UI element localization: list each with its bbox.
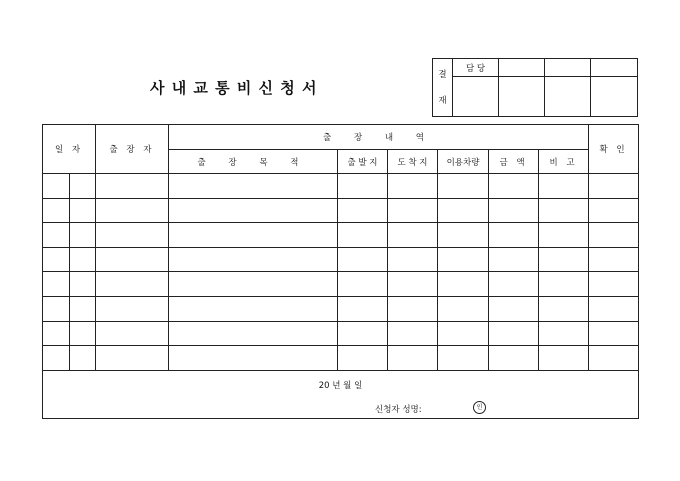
arrival-cell[interactable]	[388, 247, 438, 272]
table-row	[43, 296, 639, 321]
table-row	[43, 346, 639, 371]
header-traveler: 출 장 자	[96, 125, 169, 174]
vehicle-cell[interactable]	[438, 296, 489, 321]
confirm-cell[interactable]	[589, 174, 639, 199]
amount-cell[interactable]	[489, 198, 539, 223]
confirm-cell[interactable]	[589, 321, 639, 346]
header-vehicle: 이용차량	[438, 150, 489, 174]
departure-cell[interactable]	[338, 174, 388, 199]
footer-cell	[43, 370, 639, 418]
arrival-cell[interactable]	[388, 272, 438, 297]
remarks-cell[interactable]	[539, 321, 589, 346]
traveler-cell[interactable]	[96, 296, 169, 321]
approval-header-4	[591, 59, 638, 77]
date-month-cell[interactable]	[43, 272, 70, 297]
date-day-cell[interactable]	[70, 321, 96, 346]
table-row	[43, 272, 639, 297]
header-arrival: 도 착 지	[388, 150, 438, 174]
header-confirm: 확 인	[589, 125, 639, 174]
traveler-cell[interactable]	[96, 346, 169, 371]
arrival-cell[interactable]	[388, 198, 438, 223]
approval-header-2	[499, 59, 545, 77]
date-day-cell[interactable]	[70, 174, 96, 199]
date-day-cell[interactable]	[70, 346, 96, 371]
applicant-label: 신청자 성명:	[375, 404, 422, 415]
purpose-cell[interactable]	[169, 346, 338, 371]
traveler-cell[interactable]	[96, 272, 169, 297]
header-trip-details: 출 장 내 역	[169, 125, 589, 150]
approval-header-3	[545, 59, 591, 77]
departure-cell[interactable]	[338, 223, 388, 248]
expense-table	[42, 124, 639, 419]
remarks-cell[interactable]	[539, 346, 589, 371]
vehicle-cell[interactable]	[438, 174, 489, 199]
vehicle-cell[interactable]	[438, 223, 489, 248]
approval-label-bottom: 재	[438, 95, 447, 106]
date-month-cell[interactable]	[43, 223, 70, 248]
approval-sign-3[interactable]	[545, 77, 591, 117]
header-departure: 출 발 지	[338, 150, 388, 174]
table-row	[43, 321, 639, 346]
approval-sign-4[interactable]	[591, 77, 638, 117]
approval-label-top: 결	[438, 69, 447, 80]
arrival-cell[interactable]	[388, 321, 438, 346]
arrival-cell[interactable]	[388, 346, 438, 371]
date-day-cell[interactable]	[70, 223, 96, 248]
departure-cell[interactable]	[338, 296, 388, 321]
confirm-cell[interactable]	[589, 272, 639, 297]
remarks-cell[interactable]	[539, 296, 589, 321]
departure-cell[interactable]	[338, 321, 388, 346]
header-amount: 금 액	[489, 150, 539, 174]
amount-cell[interactable]	[489, 296, 539, 321]
confirm-cell[interactable]	[589, 198, 639, 223]
table-row	[43, 198, 639, 223]
date-day-cell[interactable]	[70, 198, 96, 223]
remarks-cell[interactable]	[539, 223, 589, 248]
amount-cell[interactable]	[489, 223, 539, 248]
purpose-cell[interactable]	[169, 321, 338, 346]
confirm-cell[interactable]	[589, 247, 639, 272]
date-month-cell[interactable]	[43, 247, 70, 272]
traveler-cell[interactable]	[96, 321, 169, 346]
purpose-cell[interactable]	[169, 198, 338, 223]
confirm-cell[interactable]	[589, 223, 639, 248]
departure-cell[interactable]	[338, 198, 388, 223]
purpose-cell[interactable]	[169, 223, 338, 248]
approval-box	[432, 58, 638, 117]
date-month-cell[interactable]	[43, 346, 70, 371]
date-month-cell[interactable]	[43, 198, 70, 223]
seal-mark: 인	[473, 401, 486, 414]
date-month-cell[interactable]	[43, 174, 70, 199]
amount-cell[interactable]	[489, 272, 539, 297]
approval-header-manager: 담 당	[453, 59, 499, 77]
departure-cell[interactable]	[338, 272, 388, 297]
vehicle-cell[interactable]	[438, 346, 489, 371]
amount-cell[interactable]	[489, 346, 539, 371]
date-day-cell[interactable]	[70, 247, 96, 272]
header-date: 일 자	[43, 125, 96, 174]
arrival-cell[interactable]	[388, 296, 438, 321]
amount-cell[interactable]	[489, 321, 539, 346]
purpose-cell[interactable]	[169, 296, 338, 321]
vehicle-cell[interactable]	[438, 247, 489, 272]
confirm-cell[interactable]	[589, 296, 639, 321]
remarks-cell[interactable]	[539, 198, 589, 223]
remarks-cell[interactable]	[539, 174, 589, 199]
document-title: 사 내 교 통 비 신 청 서	[150, 79, 318, 97]
traveler-cell[interactable]	[96, 174, 169, 199]
table-row	[43, 174, 639, 199]
remarks-cell[interactable]	[539, 247, 589, 272]
departure-cell[interactable]	[338, 247, 388, 272]
arrival-cell[interactable]	[388, 223, 438, 248]
approval-sign-1[interactable]	[453, 77, 499, 117]
arrival-cell[interactable]	[388, 174, 438, 199]
departure-cell[interactable]	[338, 346, 388, 371]
amount-cell[interactable]	[489, 174, 539, 199]
header-remarks: 비 고	[539, 150, 589, 174]
vehicle-cell[interactable]	[438, 272, 489, 297]
amount-cell[interactable]	[489, 247, 539, 272]
purpose-cell[interactable]	[169, 174, 338, 199]
traveler-cell[interactable]	[96, 247, 169, 272]
traveler-cell[interactable]	[96, 223, 169, 248]
remarks-cell[interactable]	[539, 272, 589, 297]
table-body	[43, 174, 639, 371]
table-row	[43, 247, 639, 272]
traveler-cell[interactable]	[96, 198, 169, 223]
table-row	[43, 223, 639, 248]
date-month-cell[interactable]	[43, 321, 70, 346]
date-day-cell[interactable]	[70, 296, 96, 321]
approval-sign-2[interactable]	[499, 77, 545, 117]
purpose-cell[interactable]	[169, 247, 338, 272]
confirm-cell[interactable]	[589, 346, 639, 371]
vehicle-cell[interactable]	[438, 321, 489, 346]
approval-label	[433, 59, 453, 117]
vehicle-cell[interactable]	[438, 198, 489, 223]
header-purpose: 출 장 목 적	[169, 150, 338, 174]
date-day-cell[interactable]	[70, 272, 96, 297]
purpose-cell[interactable]	[169, 272, 338, 297]
date-month-cell[interactable]	[43, 296, 70, 321]
date-line: 20 년 월 일	[318, 380, 363, 391]
